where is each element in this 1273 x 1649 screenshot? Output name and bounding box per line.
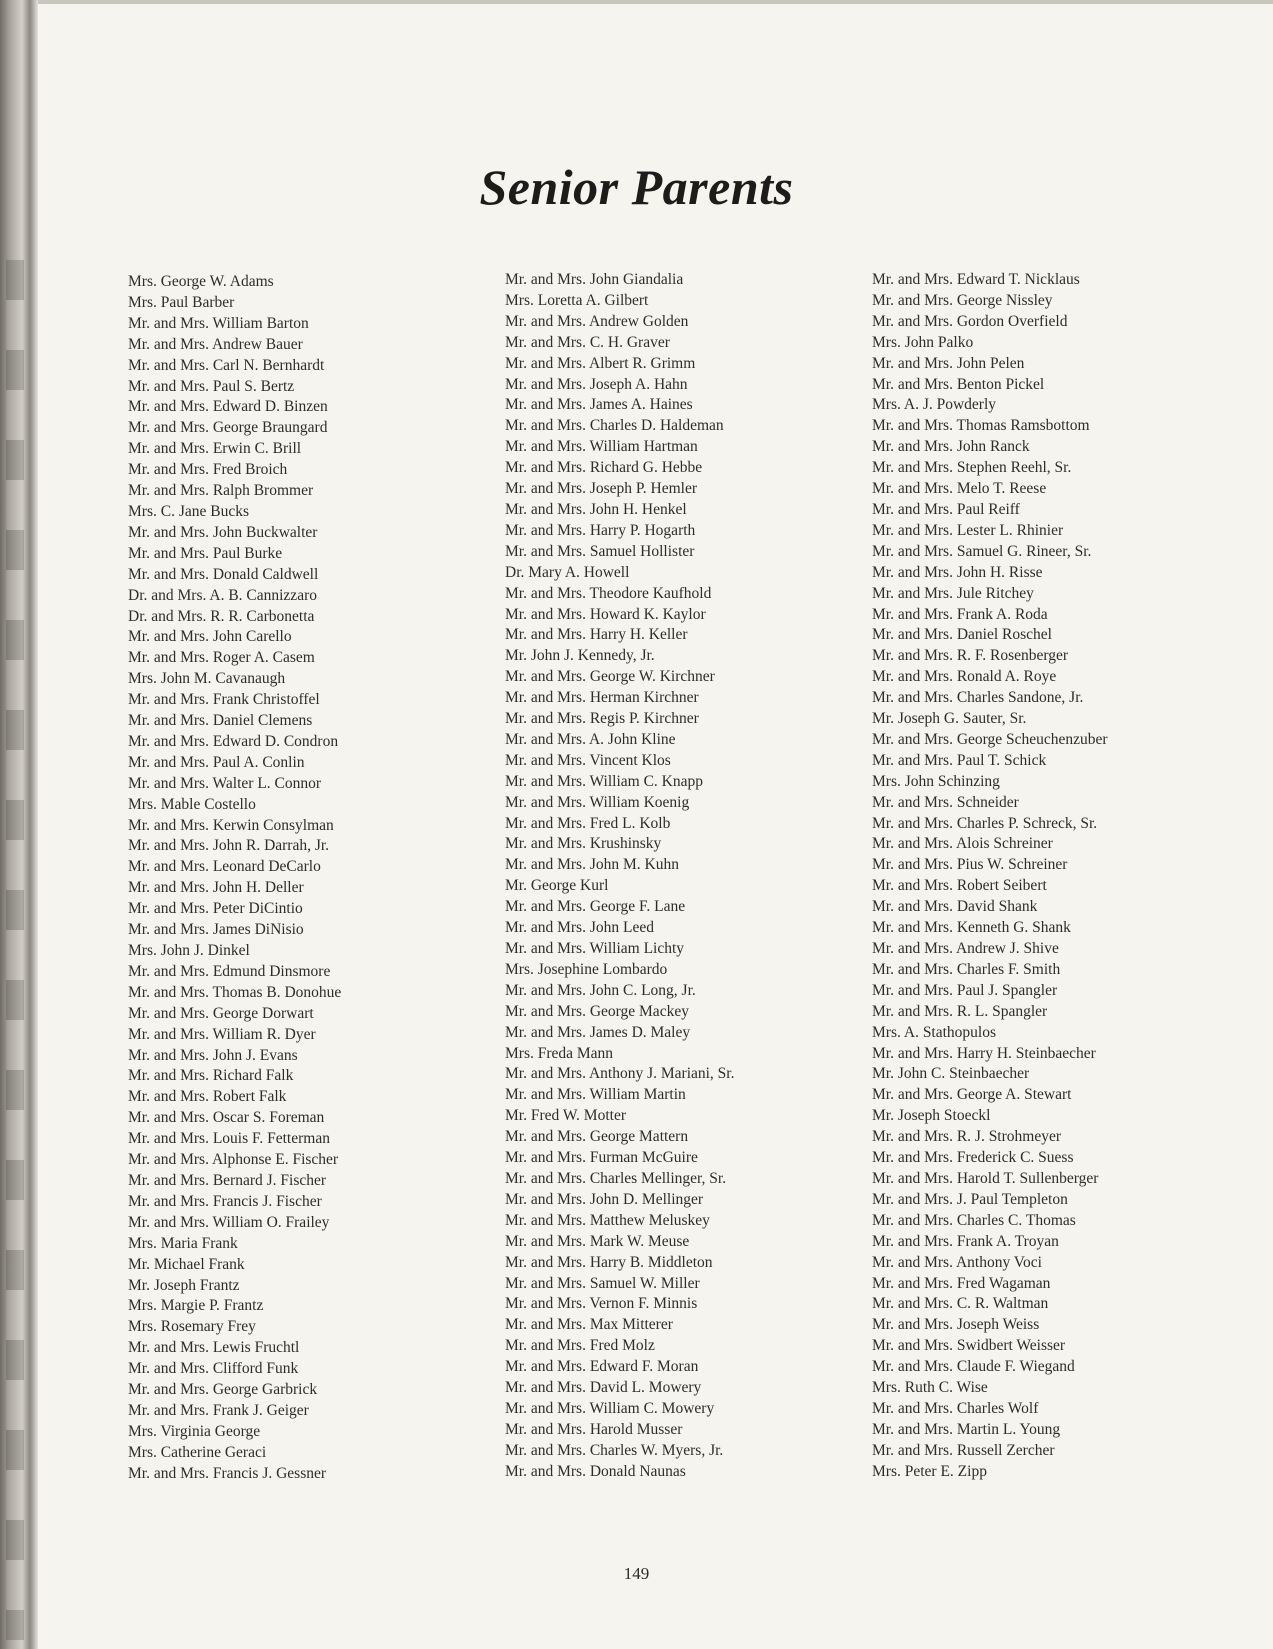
parent-name-entry: Dr. Mary A. Howell	[505, 563, 630, 581]
parent-name-entry: Mrs. John Palko	[872, 333, 974, 351]
parent-name-entry: Mrs. Paul Barber	[128, 293, 235, 311]
parent-name-entry: Mr. and Mrs. Charles F. Smith	[872, 960, 1061, 978]
parent-name-entry: Mrs. Peter E. Zipp	[872, 1462, 987, 1480]
parent-name-entry: Mr. and Mrs. Charles Wolf	[872, 1399, 1039, 1417]
parent-name-entry: Mr. and Mrs. Samuel Hollister	[505, 542, 695, 560]
parent-name-entry: Mr. and Mrs. Charles W. Myers, Jr.	[505, 1441, 724, 1459]
parent-name-entry: Mr. and Mrs. Schneider	[872, 793, 1019, 811]
parent-name-entry: Mr. and Mrs. Andrew Bauer	[128, 335, 303, 353]
parent-name-entry: Mr. and Mrs. George Mattern	[505, 1128, 689, 1146]
parent-name-entry: Mr. John J. Kennedy, Jr.	[505, 647, 655, 665]
parent-name-entry: Mr. and Mrs. Krushinsky	[505, 835, 662, 853]
parent-name-entry: Mr. and Mrs. Fred Broich	[128, 461, 288, 479]
parent-name-entry: Mr. and Mrs. John H. Risse	[872, 563, 1043, 581]
parent-name-entry: Mr. and Mrs. Harold Musser	[505, 1420, 683, 1438]
parent-name-entry: Mr. and Mrs. Francis J. Fischer	[128, 1192, 322, 1210]
parent-name-entry: Mrs. Freda Mann	[505, 1044, 614, 1062]
page-title: Senior Parents	[479, 158, 794, 215]
parent-name-entry: Mr. and Mrs. A. John Kline	[505, 730, 676, 748]
parent-name-entry: Mr. and Mrs. John M. Kuhn	[505, 856, 679, 874]
parent-name-entry: Mrs. Mable Costello	[128, 795, 256, 813]
parent-name-entry: Mr. and Mrs. Herman Kirchner	[505, 689, 699, 707]
parent-name-entry: Mr. and Mrs. Pius W. Schreiner	[872, 856, 1068, 874]
parent-name-entry: Mrs. Loretta A. Gilbert	[505, 291, 649, 309]
parent-name-entry: Mr. and Mrs. Harry B. Middleton	[505, 1253, 713, 1271]
parent-name-entry: Mr. and Mrs. Albert R. Grimm	[505, 354, 696, 372]
parent-name-entry: Mr. and Mrs. Francis J. Gessner	[128, 1464, 327, 1482]
parent-name-entry: Mr. and Mrs. Daniel Roschel	[872, 626, 1052, 644]
parent-name-entry: Mr. and Mrs. William Lichty	[505, 940, 685, 957]
parent-name-entry: Mr. and Mrs. Edward T. Nicklaus	[872, 271, 1080, 288]
parent-name-entry: Mr. and Mrs. Daniel Clemens	[128, 712, 313, 730]
parent-name-entry: Mr. and Mrs. William C. Mowery	[505, 1399, 715, 1417]
parent-name-entry: Mr. and Mrs. Charles Mellinger, Sr.	[505, 1169, 727, 1187]
parent-name-entry: Mr. and Mrs. Anthony J. Mariani, Sr.	[505, 1065, 735, 1083]
parent-name-entry: Mr. Joseph Frantz	[128, 1276, 240, 1294]
parent-name-entry: Mr. Joseph Stoeckl	[872, 1107, 991, 1125]
parent-name-entry: Mr. and Mrs. Harry P. Hogarth	[505, 521, 696, 539]
parent-name-entry: Mr. and Mrs. John H. Deller	[128, 879, 304, 897]
parent-name-entry: Mr. and Mrs. John Ranck	[872, 438, 1030, 456]
parent-name-entry: Mr. and Mrs. J. Paul Templeton	[872, 1190, 1068, 1208]
parent-name-entry: Dr. and Mrs. R. R. Carbonetta	[128, 607, 315, 625]
parent-name-entry: Mr. and Mrs. Kenneth G. Shank	[872, 919, 1071, 937]
parent-name-entry: Mr. and Mrs. Harry H. Keller	[505, 626, 688, 644]
book-binding-gutter	[0, 0, 38, 1649]
parent-name-entry: Mr. and Mrs. Ralph Brommer	[128, 482, 314, 500]
parent-name-entry: Mr. and Mrs. Alois Schreiner	[872, 835, 1053, 853]
parent-name-entry: Mr. and Mrs. Harry H. Steinbaecher	[872, 1044, 1096, 1062]
parent-name-entry: Mr. and Mrs. Bernard J. Fischer	[128, 1171, 327, 1189]
parent-name-entry: Mr. and Mrs. James A. Haines	[505, 396, 693, 414]
parent-name-entry: Mr. and Mrs. Charles D. Haldeman	[505, 417, 724, 435]
parent-name-entry: Mr. and Mrs. Frank J. Geiger	[128, 1401, 309, 1419]
parent-name-entry: Mr. and Mrs. Regis P. Kirchner	[505, 710, 699, 728]
parent-name-entry: Mr. and Mrs. Thomas B. Donohue	[128, 983, 342, 1001]
parent-name-entry: Mr. and Mrs. John H. Henkel	[505, 500, 687, 518]
parent-name-entry: Mr. Joseph G. Sauter, Sr.	[872, 710, 1027, 728]
parent-name-entry: Mrs. A. J. Powderly	[872, 396, 997, 414]
parent-name-entry: Mr. and Mrs. Alphonse E. Fischer	[128, 1151, 339, 1169]
parent-name-entry: Mr. and Mrs. George Braungard	[128, 419, 328, 437]
parent-name-entry: Mr. and Mrs. Howard K. Kaylor	[505, 605, 706, 623]
parent-name-entry: Mr. and Mrs. Kerwin Consylman	[128, 816, 334, 834]
parent-name-entry: Mr. and Mrs. George Scheuchenzuber	[872, 730, 1108, 748]
parent-name-entry: Mr. and Mrs. Charles Sandone, Jr.	[872, 689, 1084, 707]
parent-name-entry: Mr. and Mrs. William Barton	[128, 314, 309, 332]
parent-name-entry: Mr. and Mrs. John J. Evans	[128, 1046, 298, 1064]
parent-name-entry: Mr. and Mrs. Benton Pickel	[872, 375, 1045, 393]
parent-name-entry: Mr. and Mrs. Harold T. Sullenberger	[872, 1169, 1099, 1187]
parent-name-entry: Mrs. Rosemary Frey	[128, 1318, 256, 1336]
parent-name-entry: Mr. and Mrs. Lester L. Rhinier	[872, 521, 1064, 539]
parent-name-entry: Mr. and Mrs. Lewis Fruchtl	[128, 1339, 300, 1357]
parent-name-entry: Mrs. John M. Cavanaugh	[128, 670, 286, 688]
parent-name-entry: Mr. and Mrs. Paul Burke	[128, 544, 283, 562]
parent-name-entry: Mr. and Mrs. John Buckwalter	[128, 523, 318, 541]
parent-name-entry: Mr. and Mrs. Fred Molz	[505, 1337, 655, 1355]
parent-name-entry: Mr. and Mrs. Edward D. Condron	[128, 732, 339, 750]
parent-name-entry: Mr. and Mrs. Paul T. Schick	[872, 751, 1047, 769]
parent-name-entry: Mr. John C. Steinbaecher	[872, 1065, 1030, 1083]
parent-name-entry: Mr. and Mrs. James DiNisio	[128, 921, 304, 939]
parent-name-entry: Mr. and Mrs. C. H. Graver	[505, 333, 670, 351]
parent-name-entry: Mr. and Mrs. William C. Knapp	[505, 772, 703, 790]
parent-name-entry: Mrs. John Schinzing	[872, 772, 1000, 790]
parent-name-entry: Mr. and Mrs. Frank Christoffel	[128, 691, 320, 709]
parent-name-entry: Mr. George Kurl	[505, 877, 609, 895]
parent-name-entry: Mr. and Mrs. Oscar S. Foreman	[128, 1109, 325, 1127]
parent-name-entry: Mr. and Mrs. Louis F. Fetterman	[128, 1130, 330, 1148]
parent-name-entry: Mr. and Mrs. Anthony Voci	[872, 1253, 1042, 1271]
parent-name-entry: Mr. and Mrs. John Giandalia	[505, 271, 684, 288]
parent-name-entry: Mr. and Mrs. Fred Wagaman	[872, 1274, 1051, 1292]
parent-name-entry: Mr. and Mrs. R. L. Spangler	[872, 1002, 1048, 1020]
parent-name-entry: Mr. and Mrs. Clifford Funk	[128, 1360, 299, 1378]
parent-name-entry: Mr. and Mrs. Vernon F. Minnis	[505, 1295, 698, 1313]
parent-name-entry: Mr. and Mrs. Carl N. Bernhardt	[128, 356, 325, 374]
parent-name-entry: Mr. and Mrs. Robert Seibert	[872, 877, 1047, 895]
parent-name-entry: Mr. and Mrs. George Garbrick	[128, 1381, 318, 1399]
parent-name-entry: Mrs. Catherine Geraci	[128, 1443, 267, 1461]
parent-name-entry: Mr. and Mrs. R. F. Rosenberger	[872, 647, 1069, 665]
parent-name-entry: Mr. and Mrs. David Shank	[872, 898, 1038, 916]
parent-name-entry: Mr. and Mrs. Andrew J. Shive	[872, 940, 1059, 957]
parent-name-entry: Mr. and Mrs. Peter DiCintio	[128, 900, 303, 918]
parent-name-entry: Mr. and Mrs. Swidbert Weisser	[872, 1337, 1066, 1355]
parent-name-entry: Mr. and Mrs. John D. Mellinger	[505, 1190, 704, 1208]
parent-name-entry: Mr. and Mrs. Edmund Dinsmore	[128, 962, 331, 980]
parent-name-entry: Mr. and Mrs. John R. Darrah, Jr.	[128, 837, 330, 855]
parent-name-entry: Mr. and Mrs. Joseph A. Hahn	[505, 375, 688, 393]
parent-name-entry: Mr. and Mrs. Richard G. Hebbe	[505, 459, 703, 477]
parent-name-entry: Mr. and Mrs. Erwin C. Brill	[128, 440, 302, 458]
parent-name-entry: Mr. and Mrs. Charles C. Thomas	[872, 1211, 1076, 1229]
parent-name-entry: Mr. and Mrs. John C. Long, Jr.	[505, 981, 696, 999]
parent-name-entry: Mr. and Mrs. Roger A. Casem	[128, 649, 315, 667]
parent-name-entry: Mrs. Ruth C. Wise	[872, 1379, 988, 1397]
parent-name-entry: Mrs. George W. Adams	[128, 273, 274, 290]
parent-name-entry: Mr. and Mrs. Gordon Overfield	[872, 312, 1068, 330]
parent-name-entry: Mr. and Mrs. Frank A. Troyan	[872, 1232, 1059, 1250]
parent-name-entry: Mr. and Mrs. Andrew Golden	[505, 312, 689, 330]
parent-name-entry: Mrs. Virginia George	[128, 1422, 261, 1440]
parent-name-entry: Mr. and Mrs. Paul S. Bertz	[128, 377, 295, 395]
parent-name-entry: Mr. and Mrs. Claude F. Wiegand	[872, 1358, 1075, 1376]
parent-name-entry: Mr. and Mrs. Samuel W. Miller	[505, 1274, 700, 1292]
parents-column-1	[128, 272, 341, 1485]
parent-name-entry: Mr. and Mrs. John Leed	[505, 919, 654, 937]
parent-name-entry: Mrs. Josephine Lombardo	[505, 960, 668, 978]
parent-name-entry: Mr. and Mrs. Joseph Weiss	[872, 1316, 1040, 1334]
parent-name-entry: Mr. and Mrs. Richard Falk	[128, 1067, 294, 1085]
parent-name-entry: Mr. and Mrs. Donald Naunas	[505, 1462, 686, 1480]
page-top-edge	[0, 0, 1273, 4]
parents-column-3	[872, 270, 1108, 1483]
parent-name-entry: Mr. and Mrs. Samuel G. Rineer, Sr.	[872, 542, 1092, 560]
parent-name-entry: Mrs. John J. Dinkel	[128, 942, 250, 959]
parent-name-entry: Mrs. A. Stathopulos	[872, 1023, 997, 1041]
parent-name-entry: Mr. and Mrs. William R. Dyer	[128, 1025, 316, 1043]
parent-name-entry: Mr. and Mrs. Mark W. Meuse	[505, 1232, 690, 1250]
parent-name-entry: Mr. and Mrs. William O. Frailey	[128, 1213, 330, 1231]
parent-name-entry: Mr. and Mrs. Thomas Ramsbottom	[872, 417, 1090, 435]
parent-name-entry: Mr. and Mrs. David L. Mowery	[505, 1379, 702, 1397]
parent-name-entry: Mr. and Mrs. George Mackey	[505, 1002, 689, 1020]
parent-name-entry: Mr. Michael Frank	[128, 1255, 245, 1273]
parent-name-entry: Mr. and Mrs. Ronald A. Roye	[872, 668, 1057, 686]
parent-name-entry: Mr. and Mrs. James D. Maley	[505, 1023, 691, 1041]
parent-name-entry: Mr. and Mrs. R. J. Strohmeyer	[872, 1128, 1062, 1146]
parent-name-entry: Mr. and Mrs. Charles P. Schreck, Sr.	[872, 814, 1098, 832]
parent-name-entry: Mr. and Mrs. Furman McGuire	[505, 1149, 698, 1167]
parents-column-2	[505, 270, 735, 1483]
parent-name-entry: Mr. and Mrs. Leonard DeCarlo	[128, 858, 321, 876]
parent-name-entry: Mr. and Mrs. Joseph P. Hemler	[505, 480, 698, 498]
parent-name-entry: Dr. and Mrs. A. B. Cannizzaro	[128, 586, 317, 604]
parent-name-entry: Mr. and Mrs. William Hartman	[505, 438, 698, 456]
parent-name-entry: Mr. and Mrs. Edward F. Moran	[505, 1358, 699, 1376]
parent-name-entry: Mr. and Mrs. William Martin	[505, 1086, 686, 1104]
parent-name-entry: Mr. and Mrs. William Koenig	[505, 793, 690, 811]
parent-name-entry: Mr. and Mrs. George Nissley	[872, 291, 1053, 309]
parent-name-entry: Mr. and Mrs. George Dorwart	[128, 1004, 314, 1022]
parent-name-entry: Mr. and Mrs. Theodore Kaufhold	[505, 584, 712, 602]
parent-name-entry: Mr. and Mrs. Donald Caldwell	[128, 565, 319, 583]
parent-name-entry: Mr. and Mrs. Frank A. Roda	[872, 605, 1048, 623]
parent-name-entry: Mr. and Mrs. Melo T. Reese	[872, 480, 1047, 498]
parent-name-entry: Mr. and Mrs. Paul A. Conlin	[128, 753, 305, 771]
parent-name-entry: Mr. and Mrs. Paul J. Spangler	[872, 981, 1058, 999]
parent-name-entry: Mr. Fred W. Motter	[505, 1107, 626, 1125]
parent-name-entry: Mr. and Mrs. Vincent Klos	[505, 751, 671, 769]
parent-name-entry: Mr. and Mrs. Fred L. Kolb	[505, 814, 671, 832]
page-number: 149	[623, 1564, 650, 1583]
parent-name-entry: Mr. and Mrs. Robert Falk	[128, 1088, 287, 1106]
parent-name-entry: Mr. and Mrs. John Pelen	[872, 354, 1025, 372]
parent-name-entry: Mr. and Mrs. Paul Reiff	[872, 500, 1020, 518]
parent-name-entry: Mr. and Mrs. Edward D. Binzen	[128, 398, 328, 416]
parent-name-entry: Mr. and Mrs. C. R. Waltman	[872, 1295, 1049, 1313]
parent-name-entry: Mr. and Mrs. George A. Stewart	[872, 1086, 1072, 1104]
parent-name-entry: Mrs. C. Jane Bucks	[128, 502, 249, 520]
parent-name-entry: Mr. and Mrs. Stephen Reehl, Sr.	[872, 459, 1072, 477]
parent-name-entry: Mr. and Mrs. Walter L. Connor	[128, 774, 322, 792]
parent-name-entry: Mr. and Mrs. Max Mitterer	[505, 1316, 673, 1334]
parent-name-entry: Mr. and Mrs. Frederick C. Suess	[872, 1149, 1074, 1167]
parent-name-entry: Mr. and Mrs. George F. Lane	[505, 898, 686, 916]
parent-name-entry: Mr. and Mrs. George W. Kirchner	[505, 668, 715, 686]
parent-name-entry: Mrs. Maria Frank	[128, 1234, 238, 1252]
parent-name-entry: Mr. and Mrs. Matthew Meluskey	[505, 1211, 710, 1229]
parent-name-entry: Mr. and Mrs. Martin L. Young	[872, 1420, 1061, 1438]
parent-name-entry: Mr. and Mrs. Russell Zercher	[872, 1441, 1055, 1459]
parent-name-entry: Mr. and Mrs. John Carello	[128, 628, 292, 646]
parent-name-entry: Mrs. Margie P. Frantz	[128, 1297, 264, 1315]
parent-name-entry: Mr. and Mrs. Jule Ritchey	[872, 584, 1034, 602]
